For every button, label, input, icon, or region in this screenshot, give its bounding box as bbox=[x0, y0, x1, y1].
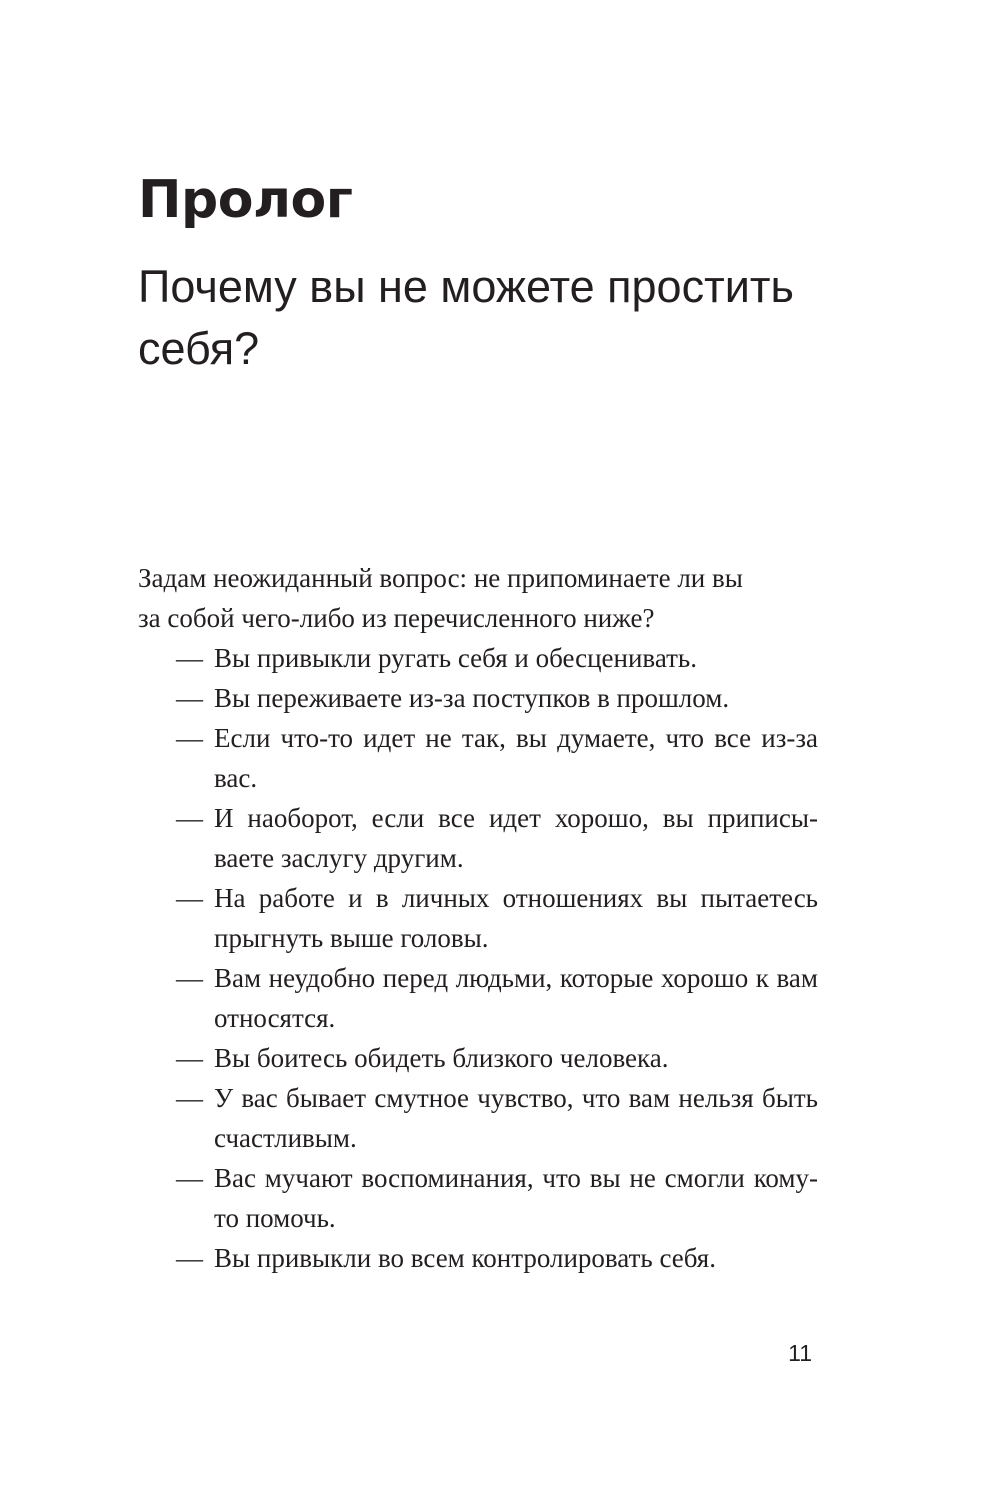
chapter-title-line-2: себя? bbox=[138, 323, 260, 374]
list-item bbox=[138, 798, 818, 878]
list-item bbox=[138, 1038, 818, 1078]
list-item-text: Вы привыкли во всем контролировать себя. bbox=[214, 1243, 716, 1273]
em-dash: — bbox=[176, 683, 203, 713]
em-dash: — bbox=[176, 803, 203, 833]
list-item bbox=[138, 1158, 818, 1238]
list-item bbox=[138, 638, 818, 678]
page-number: 11 bbox=[788, 1340, 812, 1366]
list-item bbox=[138, 1078, 818, 1158]
intro-paragraph bbox=[138, 558, 818, 638]
list-item bbox=[138, 878, 818, 958]
list-item-text: Вы боитесь обидеть близкого человека. bbox=[214, 1043, 669, 1073]
em-dash: — bbox=[176, 643, 203, 673]
symptom-list bbox=[138, 638, 818, 1278]
list-item bbox=[138, 678, 818, 718]
em-dash: — bbox=[176, 963, 203, 993]
em-dash: — bbox=[176, 1043, 203, 1073]
list-item-text: Вас мучают воспоминания, что вы не смогли кому-то помочь. bbox=[214, 1163, 818, 1233]
list-item bbox=[138, 718, 818, 798]
list-item-text: На работе и в личных отношениях вы пытаетесь прыгнуть выше головы. bbox=[214, 883, 818, 953]
list-item-text: Вы переживаете из-за поступков в прошлом. bbox=[214, 683, 730, 713]
chapter-title bbox=[138, 256, 858, 380]
list-item-text: У вас бывает смутное чувство, что вам нельзя быть счастливым. bbox=[214, 1083, 818, 1153]
chapter-label: Пролог bbox=[138, 170, 353, 230]
intro-line-1: Задам неожиданный вопрос: не припоминаете ли вы bbox=[138, 563, 743, 593]
list-item-text: Вы привыкли ругать себя и обесценивать. bbox=[214, 643, 697, 673]
list-item-text: Вам неудобно перед людьми, которые хорошо к вам относятся. bbox=[214, 963, 818, 1033]
em-dash: — bbox=[176, 723, 203, 753]
list-item bbox=[138, 958, 818, 1038]
list-item-text: И наоборот, если все идет хорошо, вы приписы-ваете заслугу другим. bbox=[214, 803, 818, 873]
list-item bbox=[138, 1238, 818, 1278]
list-item-text: Если что-то идет не так, вы думаете, что все из-за вас. bbox=[214, 723, 818, 793]
em-dash: — bbox=[176, 1083, 203, 1113]
em-dash: — bbox=[176, 1163, 203, 1193]
body-text bbox=[138, 558, 818, 1278]
intro-line-2: за собой чего-либо из перечисленного ниже? bbox=[138, 603, 655, 633]
em-dash: — bbox=[176, 1243, 203, 1273]
chapter-title-line-1: Почему вы не можете простить bbox=[138, 261, 794, 312]
em-dash: — bbox=[176, 883, 203, 913]
